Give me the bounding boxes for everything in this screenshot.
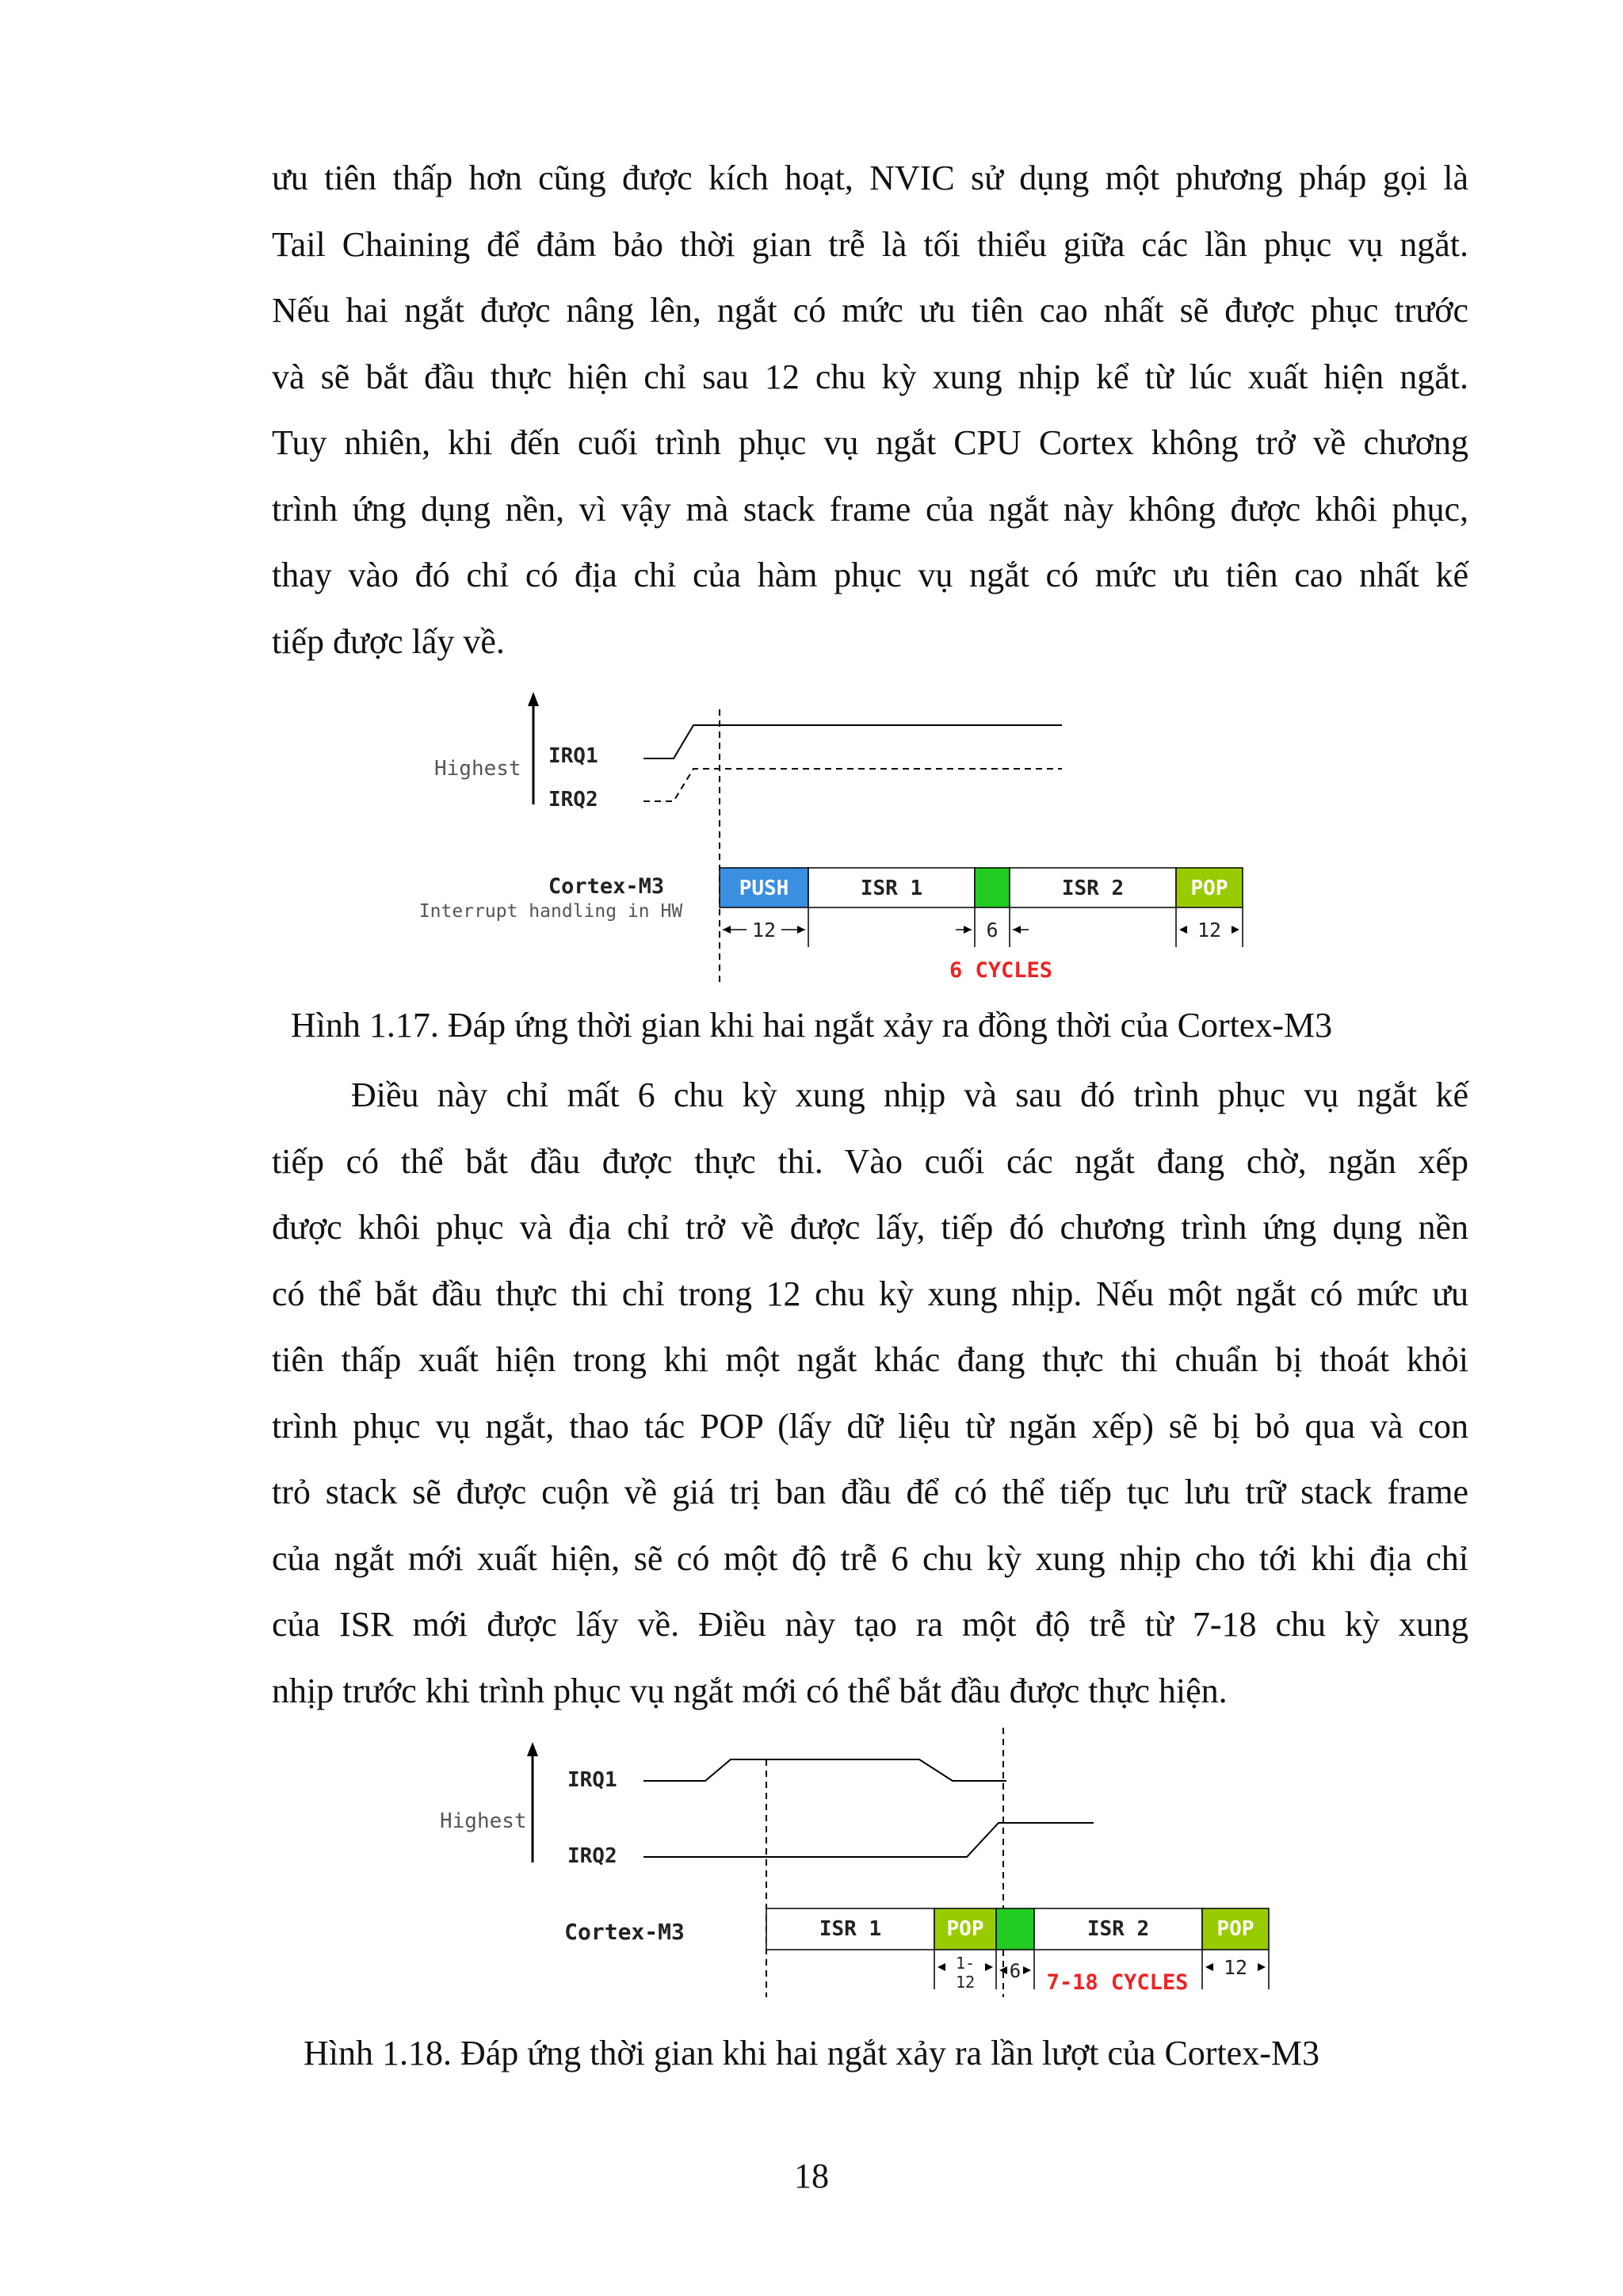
span-arrowhead xyxy=(1013,926,1021,934)
cycles-12-a: 12 xyxy=(751,919,777,942)
tail-chain-block xyxy=(975,868,1010,907)
span-arrowhead xyxy=(964,926,972,934)
span-arrowhead xyxy=(938,1963,945,1971)
irq1-label: IRQ1 xyxy=(567,1768,617,1792)
span-arrowhead xyxy=(1023,1966,1031,1974)
figure-1-18-caption: Hình 1.18. Đáp ứng thời gian khi hai ngắt xảy ra lần lượt của Cortex-M3 xyxy=(304,2034,1319,2073)
paragraph-line: tiên thấp xuất hiện trong khi một ngắt khác đang thực thi chuẩn bị thoát khỏi xyxy=(272,1340,1468,1379)
cycles-note: 6 CYCLES xyxy=(949,958,1053,983)
paragraph-line: trình ứng dụng nền, vì vậy mà stack frame của ngắt này không được khôi phục, xyxy=(272,489,1468,529)
cycles-6: 6 xyxy=(1009,1960,1022,1982)
core-sublabel: Interrupt handling in HW xyxy=(418,901,683,922)
paragraph-line: của ngắt mới xuất hiện, sẽ có một độ trễ 6 chu kỳ xung nhịp cho tới khi địa chỉ xyxy=(272,1538,1468,1578)
tail-chain-block xyxy=(996,1908,1034,1950)
span-arrowhead xyxy=(797,926,805,934)
paragraph-1 xyxy=(272,145,1468,674)
paragraph-line: nhịp trước khi trình phục vụ ngắt mới có thể bắt đầu được thực hiện. xyxy=(272,1671,1228,1710)
page-number: 18 xyxy=(794,2157,829,2195)
cycles-1: 1- xyxy=(955,1954,976,1973)
span-arrowhead xyxy=(985,1963,993,1971)
paragraph-line: Tail Chaining để đảm bảo thời gian trễ là tối thiểu giữa các lần phục vụ ngắt. xyxy=(272,224,1468,264)
paragraph-line: trỏ stack sẽ được cuộn về giá trị ban đầu để có thể tiếp tục lưu trữ stack frame xyxy=(272,1473,1468,1511)
isr1-label: ISR 1 xyxy=(819,1917,882,1941)
paragraph-line: trình phục vụ ngắt, thao tác POP (lấy dữ liệu từ ngăn xếp) sẽ bị bỏ qua và con xyxy=(272,1406,1468,1446)
paragraph-line: ưu tiên thấp hơn cũng được kích hoạt, NVIC sử dụng một phương pháp gọi là xyxy=(272,159,1468,197)
figure-1-17-caption: Hình 1.17. Đáp ứng thời gian khi hai ngắt xảy ra đồng thời của Cortex-M3 xyxy=(290,1006,1333,1045)
paragraph-2 xyxy=(272,1062,1468,1724)
cycles-note: 7-18 CYCLES xyxy=(1046,1970,1189,1995)
priority-label: Highest xyxy=(440,1809,527,1833)
paragraph-line: của ISR mới được lấy về. Điều này tạo ra một độ trễ từ 7-18 chu kỳ xung xyxy=(272,1605,1468,1644)
irq2-label: IRQ2 xyxy=(548,788,598,812)
core-label: Cortex-M3 xyxy=(548,874,665,899)
paragraph-line: tiếp có thể bắt đầu được thực thi. Vào cuối các ngắt đang chờ, ngăn xếp xyxy=(272,1141,1468,1181)
irq1-signal xyxy=(643,725,1062,758)
span-arrowhead xyxy=(1258,1963,1266,1971)
pop-label: POP xyxy=(1190,877,1228,900)
paragraph-line: Tuy nhiên, khi đến cuối trình phục vụ ngắt CPU Cortex không trở về chương xyxy=(272,423,1468,462)
cycles-12-b: 12 xyxy=(1197,919,1222,942)
span-arrowhead xyxy=(1179,926,1187,934)
paragraph-line: Nếu hai ngắt được nâng lên, ngắt có mức ưu tiên cao nhất sẽ được phục trước xyxy=(272,291,1468,330)
isr2-label: ISR 2 xyxy=(1061,877,1125,900)
irq1-label: IRQ1 xyxy=(548,744,598,768)
core-label: Cortex-M3 xyxy=(564,1919,685,1945)
span-arrowhead xyxy=(723,926,731,934)
irq1-signal xyxy=(643,1759,1006,1781)
paragraph-line: Điều này chỉ mất 6 chu kỳ xung nhịp và sau đó trình phục vụ ngắt kế xyxy=(351,1075,1468,1114)
push-label: PUSH xyxy=(739,877,789,900)
priority-arrowhead xyxy=(527,1742,538,1756)
priority-arrowhead xyxy=(528,692,539,706)
paragraph-line: và sẽ bắt đầu thực hiện chỉ sau 12 chu kỳ xung nhịp kể từ lúc xuất hiện ngắt. xyxy=(272,357,1468,396)
isr1-label: ISR 1 xyxy=(860,877,923,900)
irq2-signal xyxy=(643,769,1062,801)
figure-1-18-timing-diagram xyxy=(420,1728,1308,2013)
cycles-12-a: 12 xyxy=(955,1973,976,1992)
paragraph-line: có thể bắt đầu thực thi chỉ trong 12 chu kỳ xung nhịp. Nếu một ngắt có mức ưu xyxy=(272,1274,1468,1313)
span-arrowhead xyxy=(1232,926,1239,934)
span-arrowhead xyxy=(1205,1963,1213,1971)
cycles-6: 6 xyxy=(986,919,999,942)
pop-label-b: POP xyxy=(1216,1917,1254,1941)
irq2-signal xyxy=(643,1823,1094,1857)
priority-label: Highest xyxy=(434,757,521,781)
cycles-12-b: 12 xyxy=(1223,1956,1248,1979)
paragraph-line: thay vào đó chỉ có địa chỉ của hàm phục vụ ngắt có mức ưu tiên cao nhất kế xyxy=(272,556,1468,594)
figure-1-17-timing-diagram xyxy=(420,686,1308,995)
isr2-label: ISR 2 xyxy=(1086,1917,1150,1941)
paragraph-line: được khôi phục và địa chỉ trở về được lấy, tiếp đó chương trình ứng dụng nền xyxy=(272,1208,1468,1247)
irq2-label: IRQ2 xyxy=(567,1844,617,1868)
pop-label-a: POP xyxy=(946,1917,984,1941)
paragraph-line: tiếp được lấy về. xyxy=(272,621,505,661)
